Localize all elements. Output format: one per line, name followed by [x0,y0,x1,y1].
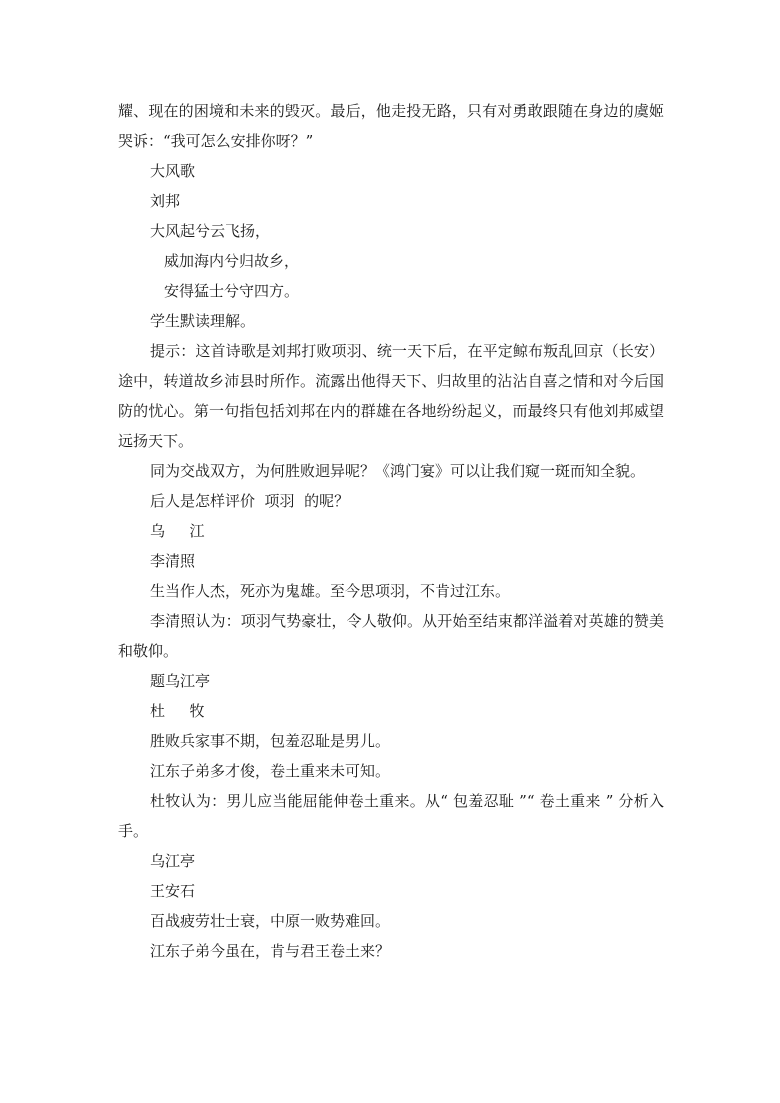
commentary-paragraph: 李清照认为：项羽气势豪壮，令人敬仰。从开始至结束都洋溢着对英雄的赞美和敬仰。 [118,612,664,660]
instruction-text: 学生默读理解。 [150,312,256,330]
poem-title-dafengge: 大风歌 [150,162,196,180]
poem-line: 大风起兮云飞扬， [150,222,271,240]
poem-line: 胜败兵家事不期，包羞忍耻是男儿。 [150,732,391,750]
poem-line: 威加海内兮归故乡， [164,252,300,270]
document-body [118,96,664,966]
poem-title-wujiangting: 乌江亭 [150,852,196,870]
question-paragraph: 同为交战双方，为何胜败迥异呢？《鸿门宴》可以让我们窥一斑而知全貌。 [150,462,646,480]
poem-line: 江东子弟今虽在，肯与君王卷土来？ [150,942,391,960]
paragraph-continuation: 耀、现在的困境和未来的毁灭。最后，他走投无路，只有对勇敢跟随在身边的虞姬哭诉：“我可怎么安排你呀？” [118,102,664,150]
poem-author-liubang: 刘邦 [150,192,181,210]
poem-line: 安得猛士兮守四方。 [164,282,300,300]
poem-author-dumu: 杜 牧 [150,702,205,720]
hint-paragraph: 提示：这首诗歌是刘邦打败项羽、统一天下后，在平定鲸布叛乱回京（长安）途中，转道故乡沛县时所作。流露出他得天下、归故里的沾沾自喜之情和对今后国防的忧心。第一句指包括刘邦在内的群雄在各地纷纷起义，而最终只有他刘邦威望远扬天下。 [118,342,664,450]
poem-line: 生当作人杰，死亦为鬼雄。至今思项羽，不肯过江东。 [150,582,511,600]
poem-line: 百战疲劳壮士衰，中原一败势难回。 [150,912,391,930]
question-paragraph: 后人是怎样评价 项羽 的呢？ [150,492,350,510]
poem-title-tiwujiangting: 题乌江亭 [150,672,211,690]
poem-line: 江东子弟多才俊，卷土重来未可知。 [150,762,391,780]
poem-author-wanganshi: 王安石 [150,882,196,900]
commentary-paragraph: 杜牧认为：男儿应当能屈能伸卷土重来。从“ 包羞忍耻 ”“ 卷土重来 ” 分析入手。 [118,792,664,840]
poem-author-liqingzhao: 李清照 [150,552,196,570]
poem-title-wujiang: 乌 江 [150,522,205,540]
